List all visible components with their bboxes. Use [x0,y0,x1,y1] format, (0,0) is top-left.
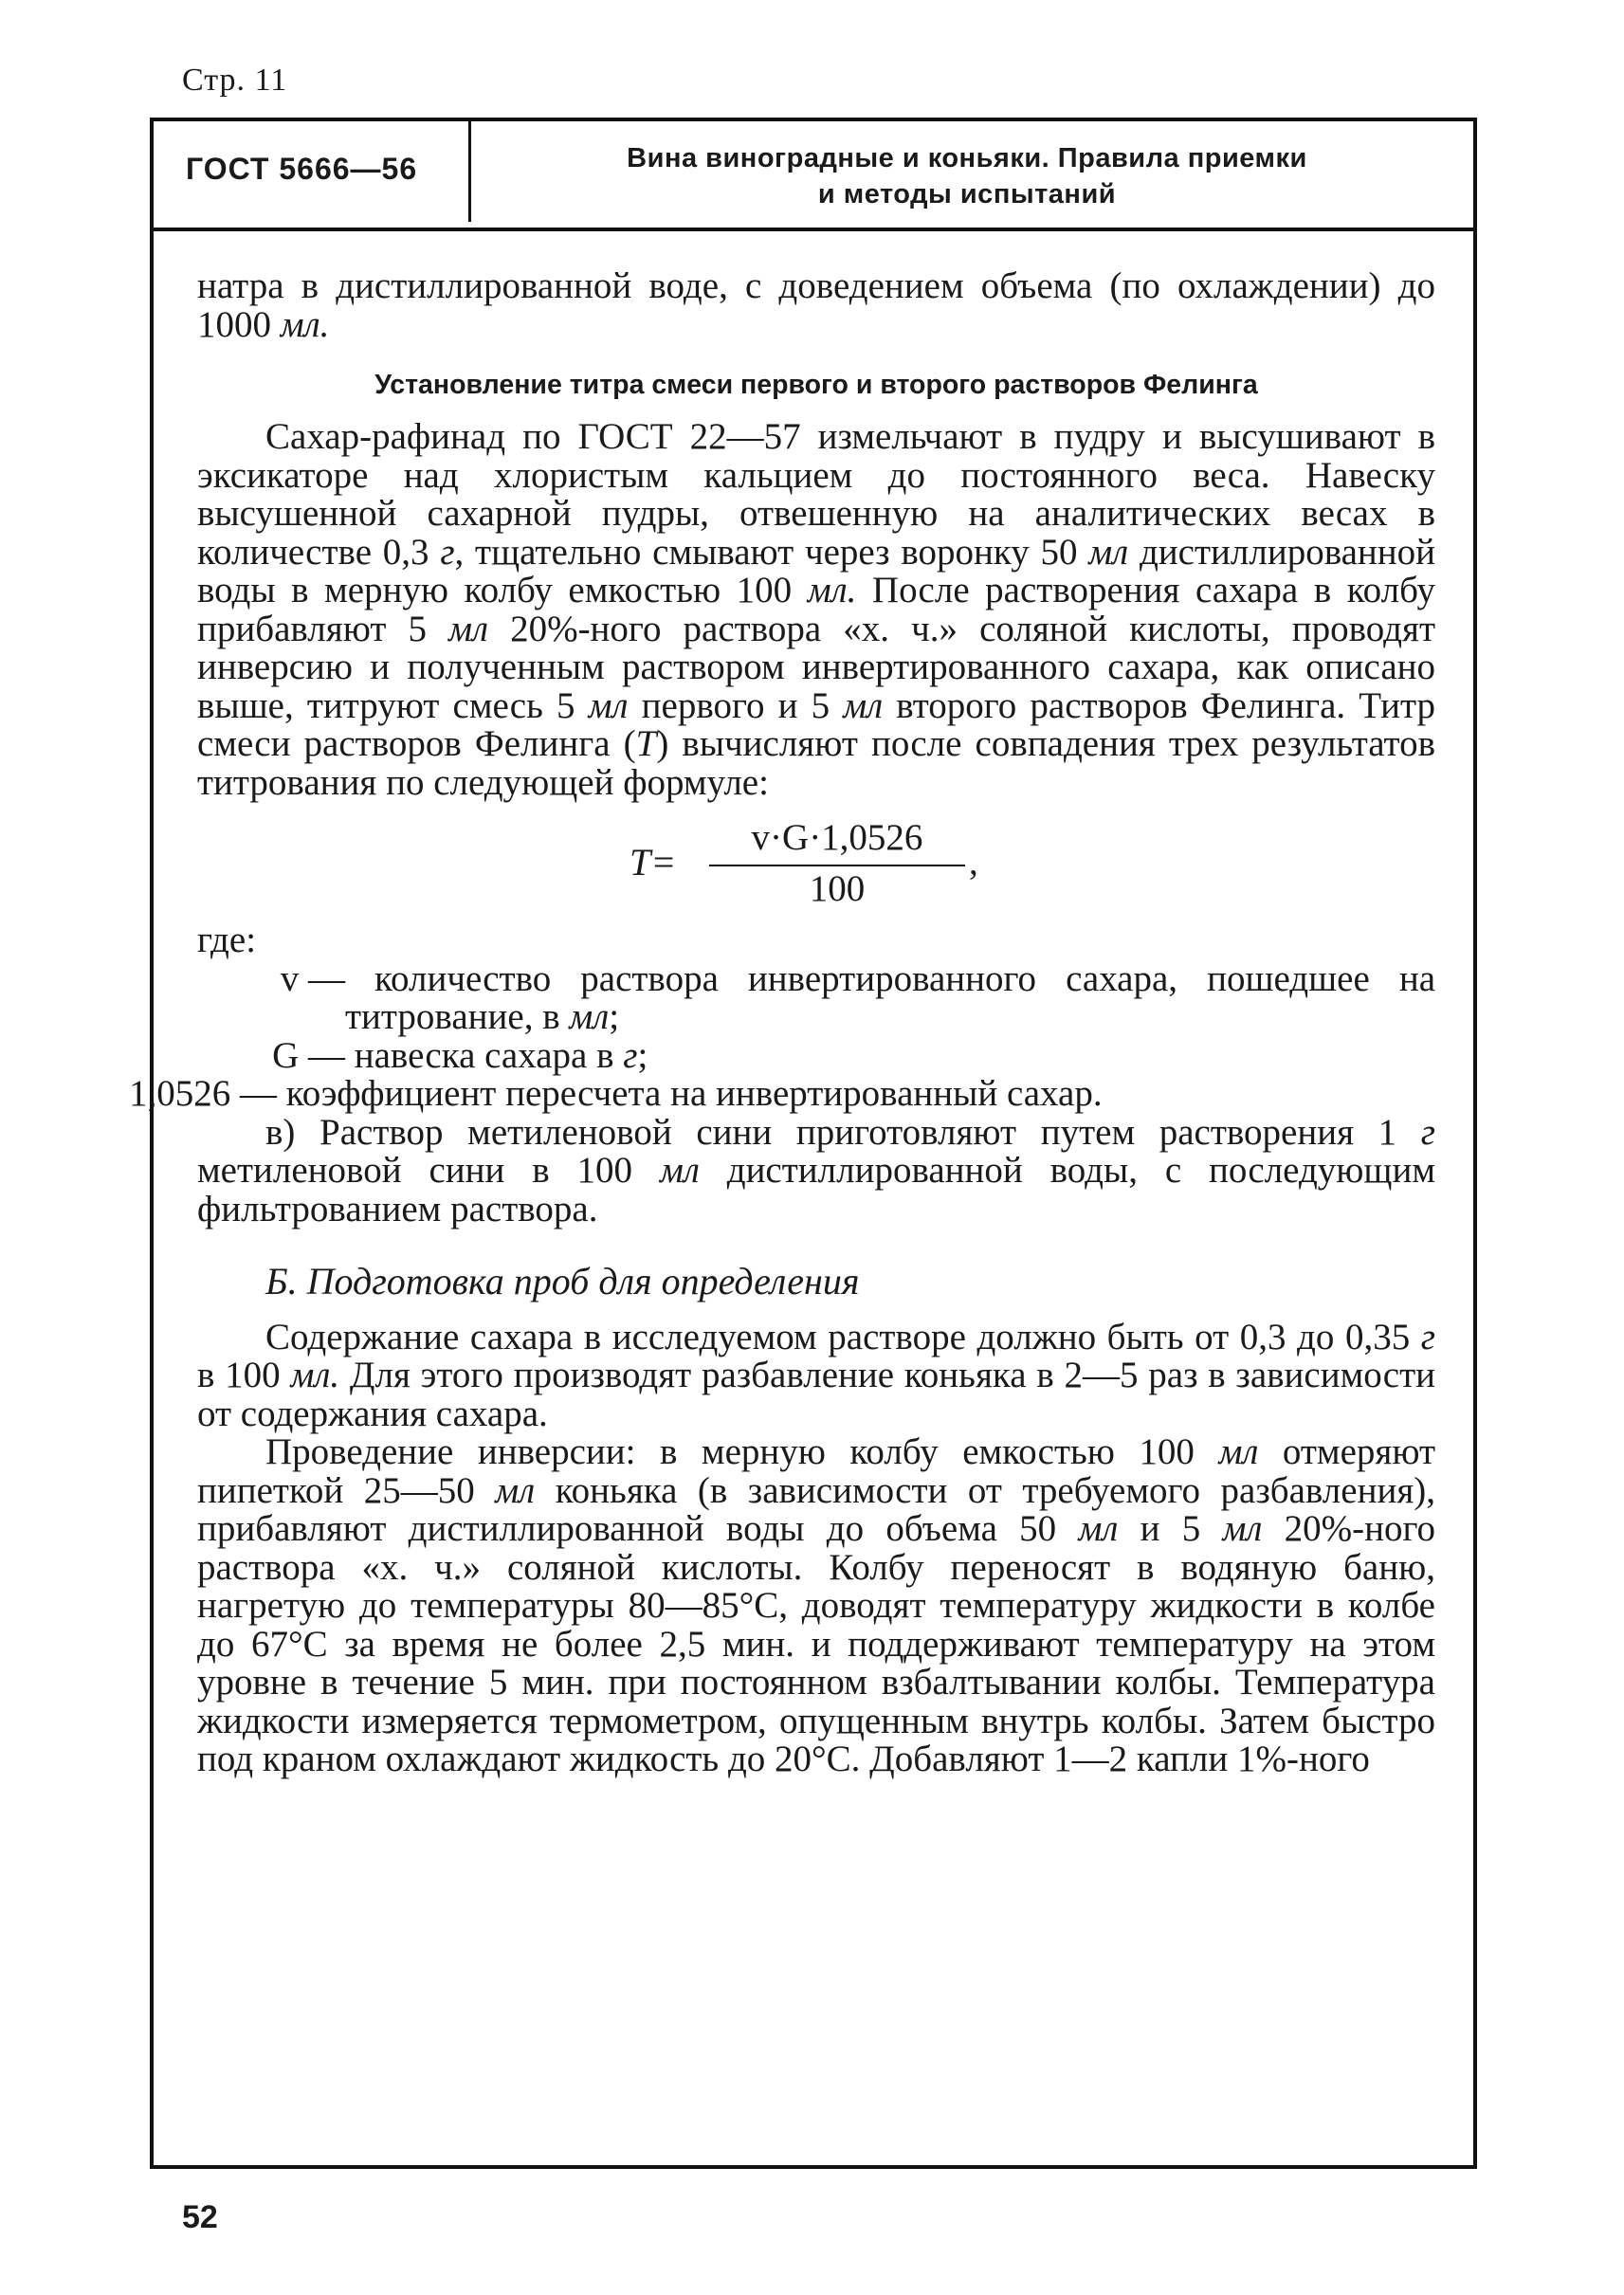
page-number: 52 [182,2199,218,2235]
page-reference: Стр. 11 [182,63,288,98]
definition-symbol: 1,0526 — [129,1073,277,1114]
definition-item [129,1073,1435,1114]
formula-lhs: T= [630,841,677,883]
frame-bottom-rule [150,2165,1477,2169]
title-line-1: Вина виноградные и коньяки. Правила приемки [627,143,1307,173]
formula-numerator: v·G·1,0526 [751,817,923,858]
title-line-2: и методы испытаний [817,179,1117,209]
paragraph-methylene-blue: в) Раствор метиленовой сини приготовляют путем растворения 1 г метиленовой сини в 100 мл дистиллированной воды, с последующим фильтрованием раствора. [197,1111,1436,1229]
fraction-bar [709,865,965,866]
header-bottom-rule [150,228,1477,231]
subheading: Установление титра смеси первого и второго растворов Фелинга [374,370,1258,400]
where-label: где: [197,920,257,960]
standard-number: ГОСТ 5666—56 [186,152,418,186]
definition-symbol: G — [272,1034,345,1076]
definition-item [197,1034,1435,1076]
definition-text: коэффициент пересчета на инвертированный сахар. [285,1073,1103,1114]
page-body [129,265,1436,1779]
formula-comma: , [969,842,978,883]
header-divider [468,121,471,222]
frame-top-rule [150,118,1477,121]
frame-right-rule [1473,119,1477,2167]
section-title: Б. Подготовка проб для определения [265,1260,860,1302]
frame-left-rule [150,119,154,2167]
definition-symbol: v — [280,957,345,999]
definition-text: количество раствора инвертированного сахара, пошедшее на титрование, в мл; [345,957,1436,1037]
definition-text: навеска сахара в г; [354,1034,648,1076]
titre-formula [197,815,1435,918]
paragraph-inversion: Проведение инверсии: в мерную колбу емкостью 100 мл отмеряют пипеткой 25—50 мл коньяка (в зависимости от требуемого разбавления), прибавляют дистиллированной воды до объема 50 мл и 5 мл 20%-ного раствора «х. ч.» соляной кислоты. Колбу переносят в водяную баню, нагретую до температуры 80—85°С, доводят температуру жидкости в колбе до 67°С за время не более 2,5 мин. и поддерживают температуру на этом уровне в течение 5 мин. при постоянном взбалтывании колбы. Температура жидкости измеряется термометром, опущенным внутрь колбы. Затем быстро под краном охлаждают жидкость до 20°С. Добавляют 1—2 капли 1%-ного [197,1431,1436,1779]
formula-denominator: 100 [809,868,866,909]
paragraph-sugar-content: Содержание сахара в исследуемом растворе должно быть от 0,3 до 0,35 г в 100 мл. Для этого производят разбавление коньяка в 2—5 раз в зависимости от содержания сахара. [197,1316,1435,1434]
paragraph-continuation: натра в дистиллированной воде, с доведением объема (по охлаждении) до 1000 мл. [197,265,1435,345]
definition-item [197,957,1436,1037]
document-title [484,140,1451,212]
paragraph-sugar-titre: Сахар-рафинад по ГОСТ 22—57 измельчают в пудру и высушивают в эксикаторе над хлористым кальцием до постоянного веса. Навеску высушенной сахарной пудры, отвешенную на аналитических весах в количестве 0,3 г, тщательно смывают через воронку 50 мл дистиллированной воды в мерную колбу емкостью 100 мл. После растворения сахара в колбу прибавляют 5 мл 20%-ного раствора «х. ч.» соляной кислоты, проводят инверсию и полученным раствором инвертированного сахара, как описано выше, титруют смесь 5 мл первого и 5 мл второго растворов Фелинга. Титр смеси растворов Фелинга (T) вычисляют после совпадения трех результатов титрования по следующей формуле: [197,416,1436,803]
